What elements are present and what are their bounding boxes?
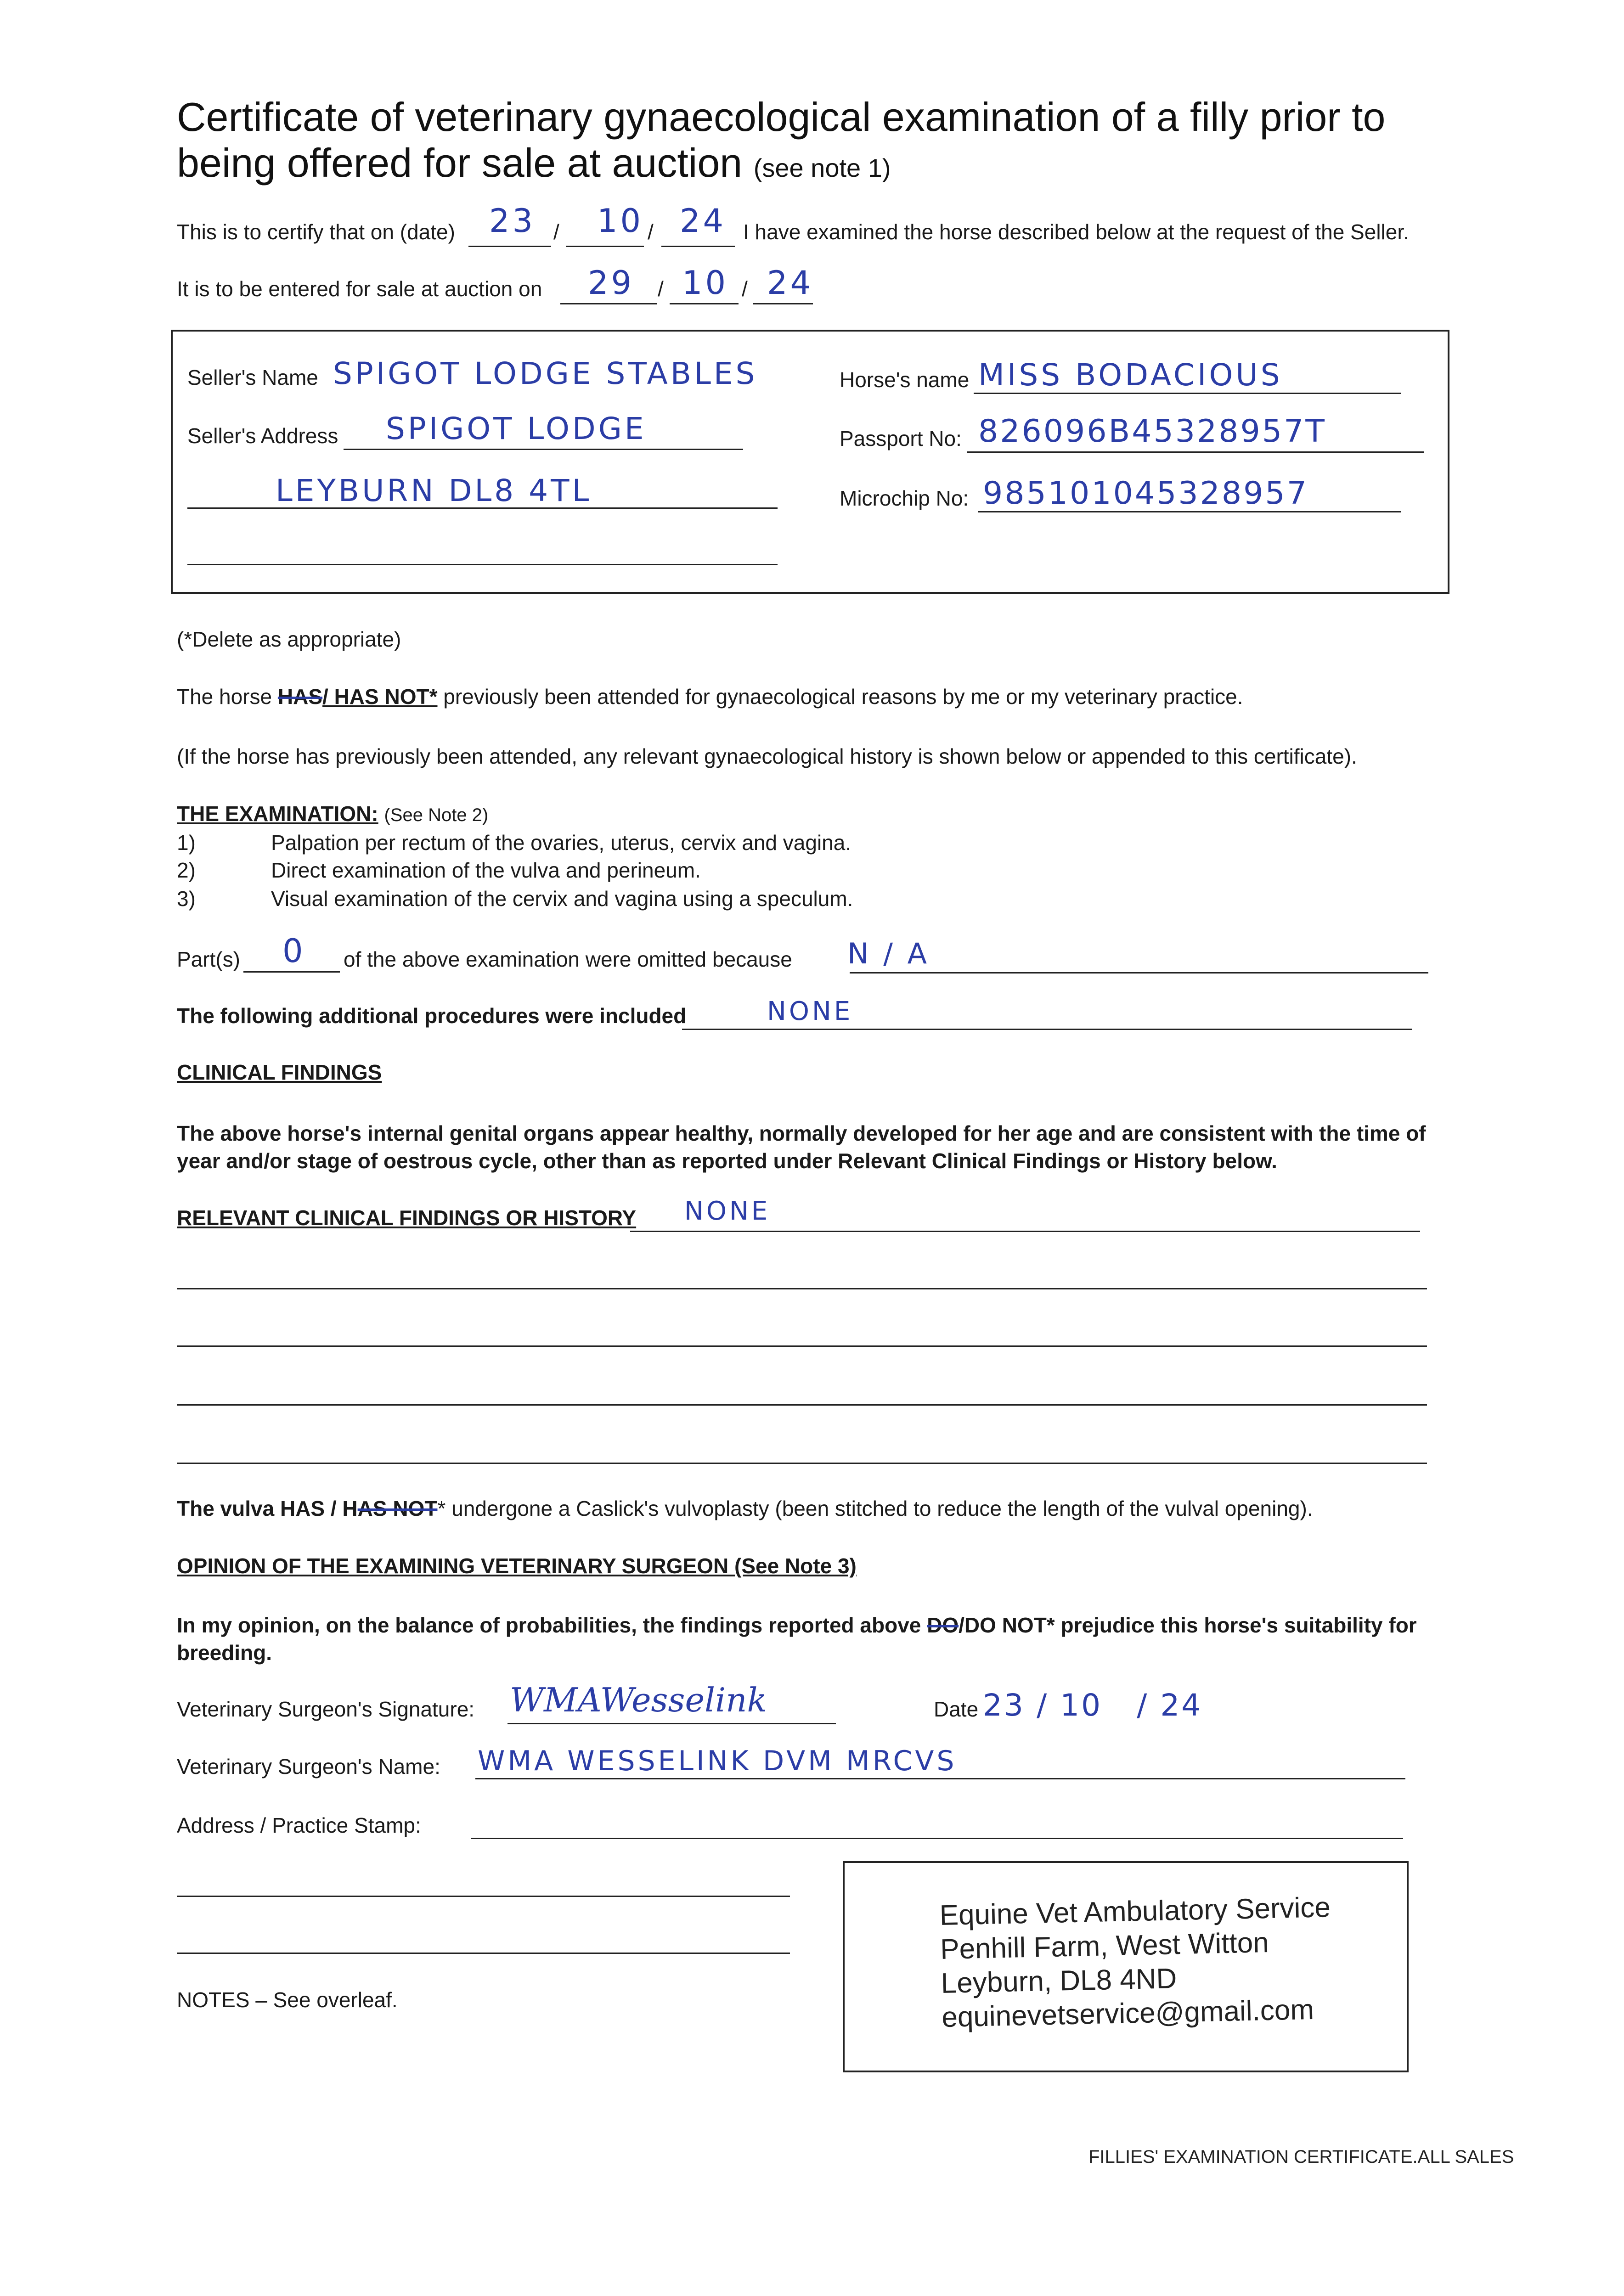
opinion-line2: breeding. (177, 1641, 272, 1665)
exam-item-1-text: Palpation per rectum of the ovaries, uterus, cervix and vagina. (271, 831, 851, 855)
sale-month: 10 (682, 264, 729, 302)
microchip-label: Microchip No: (840, 486, 969, 510)
certify-month: 10 (597, 202, 644, 240)
sale-year: 24 (767, 264, 814, 302)
additional-value: NONE (767, 996, 853, 1026)
parts-value: 0 (282, 932, 306, 970)
attended-has-not: / HAS NOT* (322, 685, 438, 709)
notes-label: NOTES – See overleaf. (177, 1988, 398, 2012)
opinion-line1: In my opinion, on the balance of probabilities, the findings reported above DO/DO NOT* prejudice this horse's suitability for (177, 1613, 1417, 1637)
seller-name-value: SPIGOT LODGE STABLES (333, 356, 758, 391)
additional-label: The following additional procedures were included (177, 1004, 687, 1028)
vulva-line: The vulva HAS / HAS NOT* undergone a Caslick's vulvoplasty (been stitched to reduce the length of the vulval opening). (177, 1497, 1313, 1520)
delete-note: (*Delete as appropriate) (177, 627, 401, 651)
attended-has-struck: HAS (277, 685, 323, 709)
seller-address-label: Seller's Address (187, 424, 338, 448)
history-note: (If the horse has previously been attended, any relevant gynaecological history is shown below or appended to this certificate). (177, 744, 1357, 768)
address-stamp-label: Address / Practice Stamp: (177, 1813, 421, 1837)
microchip-value: 985101045328957 (983, 475, 1308, 512)
surgeon-name-value: WMA WESSELINK DVM MRCVS (478, 1745, 957, 1777)
exam-item-3-num: 3) (177, 887, 196, 911)
sale-day: 29 (588, 264, 635, 302)
certify-suffix: I have examined the horse described below at the request of the Seller. (743, 220, 1409, 244)
exam-item-1-num: 1) (177, 831, 196, 855)
seller-address-line2: LEYBURN DL8 4TL (276, 473, 592, 508)
exam-item-3-text: Visual examination of the cervix and vagina using a speculum. (271, 887, 853, 911)
footer-label: FILLIES' EXAMINATION CERTIFICATE.ALL SALES (1088, 2147, 1514, 2167)
certify-year: 24 (680, 202, 727, 240)
stamp-text (939, 1891, 1333, 2035)
stamp-line-1: Equine Vet Ambulatory Service (939, 1891, 1331, 1931)
seller-address-line1: SPIGOT LODGE (386, 411, 647, 446)
relevant-value: NONE (684, 1196, 771, 1226)
date-value: 23 / 10 / 24 (983, 1688, 1203, 1723)
exam-item-2-num: 2) (177, 858, 196, 882)
examination-heading: THE EXAMINATION: (See Note 2) (177, 802, 489, 826)
relevant-label: RELEVANT CLINICAL FINDINGS OR HISTORY (177, 1206, 637, 1230)
title-main: Certificate of veterinary gynaecological examination of a filly prior to being offered for sale at auction (177, 94, 1386, 186)
sale-prefix: It is to be entered for sale at auction on (177, 277, 542, 301)
parts-middle: of the above examination were omitted because (344, 947, 792, 971)
parts-reason: N / A (847, 937, 930, 970)
title-note: (see note 1) (753, 153, 891, 182)
certify-day: 23 (489, 202, 536, 240)
date-label: Date (934, 1697, 979, 1721)
attended-line: The horse HAS/ HAS NOT* previously been attended for gynaecological reasons by me or my veterinary practice. (177, 685, 1243, 709)
seller-name-label: Seller's Name (187, 366, 318, 389)
clinical-heading: CLINICAL FINDINGS (177, 1060, 382, 1084)
page-title (177, 94, 1463, 191)
horse-name-value: MISS BODACIOUS (978, 357, 1283, 393)
opinion-struck: DO (927, 1613, 959, 1637)
parts-prefix: Part(s) (177, 947, 240, 971)
opinion-heading: OPINION OF THE EXAMINING VETERINARY SURGEON (See Note 3) (177, 1554, 857, 1578)
stamp-line-2: Penhill Farm, West Witton (940, 1926, 1269, 1965)
exam-item-2-text: Direct examination of the vulva and perineum. (271, 858, 701, 882)
surgeon-name-label: Veterinary Surgeon's Name: (177, 1755, 440, 1778)
passport-label: Passport No: (840, 427, 962, 450)
stamp-line-4: equinevetservice@gmail.com (941, 1993, 1314, 2033)
signature-value: WMAWesselink (510, 1681, 767, 1719)
horse-name-label: Horse's name (840, 368, 970, 392)
certificate-page: Certificate of veterinary gynaecological examination of a filly prior to being offered for sale at auction (see note 1) This is to certify that on (date) 23 / 10 / 24 I have examined the horse described below at the request of the Seller. It is to be entered for sale at auction on 29 / 10 / 24 Seller's Name SPIGOT LODGE STABLES Seller's Address SPIGOT LODGE LEYBURN DL8 4TL Horse's name MISS BODACIOUS Passport No: 826096B45328957T Microchip No: 985101045328957 (*Delete as appropriate) The horse HAS/ HAS NOT* previously been attended for gynaecological reasons by me or my veterinary practice. (If the horse has previously been attended, any relevant gynaecological history is shown below or appended to this certificate). THE EXAMINATION: (See Note 2) 1) Palpation per rectum of the ovaries, uterus, cervix and vagina. 2) Direct examination of the vulva and perineum. 3) Visual examination of the cervix and vagina using a speculum. Part(s) 0 of the above examination were omitted because N / A The following additional procedures were included NONE CLINICAL FINDINGS The above horse's internal genital organs appear healthy, normally developed for her age and are consistent with the time of year and/or stage of oestrous cycle, other than as reported under Relevant Clinical Findings or History below. RELEVANT CLINICAL FINDINGS OR HISTORY NONE The vulva HAS / HAS NOT* undergone a Caslick's vulvoplasty (been stitched to reduce the length of the vulval opening). OPINION OF THE EXAMINING VETERINARY SURGEON (See Note 3) In my opinion, on the balance of probabilities, the findings reported above DO/DO NOT* prejudice this horse's suitability for breeding. Veterinary Surgeon's Signature: WMAWesselink Date 23 / 10 / 24 Veterinary Surgeon's Name: WMA WESSELINK DVM MRCVS Address / Practice Stamp: Equine Vet Ambulatory Service Penhill Farm, West Witton Leyburn, DL8 4ND equinevetservice@gmail.com NOTES – See overleaf. FILLIES' EXAMINATION CERTIFICATE.ALL SALES (0, 0, 1624, 2296)
certify-prefix: This is to certify that on (date) (177, 220, 455, 244)
vulva-struck: AS NOT (357, 1497, 438, 1520)
clinical-statement: The above horse's internal genital organs appear healthy, normally developed for her age and are consistent with the time of year and/or stage of oestrous cycle, other than as reported under Relevant Clinical Findings or History below. (177, 1121, 1426, 1173)
signature-label: Veterinary Surgeon's Signature: (177, 1697, 475, 1721)
stamp-line-3: Leyburn, DL8 4ND (941, 1963, 1177, 1999)
passport-value: 826096B45328957T (978, 413, 1326, 450)
